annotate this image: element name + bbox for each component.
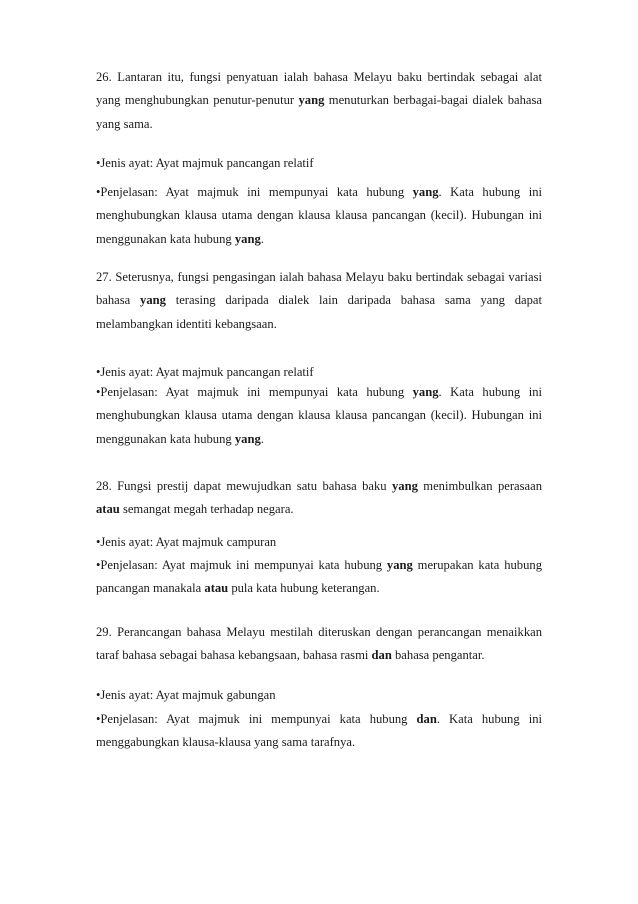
paragraph-28 xyxy=(96,475,542,522)
paragraph-29 xyxy=(96,621,542,668)
penjelasan-text: . Kata hubung ini menghubungkan klausa utama dengan klausa klausa pancangan (kecil). Hubungan ini menggunakan kata hubung xyxy=(96,385,542,446)
paragraph-text: 27. Seterusnya, fungsi pengasingan ialah bahasa Melayu baku bertindak sebagai variasi bahasa xyxy=(96,270,542,308)
penjelasan-text: •Penjelasan: Ayat majmuk ini mempunyai kata hubung xyxy=(96,558,387,572)
jenis-ayat-text: •Jenis ayat: Ayat majmuk campuran xyxy=(96,535,277,549)
bold-keyword: dan xyxy=(416,712,437,726)
bold-keyword: yang xyxy=(234,231,261,246)
penjelasan-29 xyxy=(96,708,542,755)
bold-keyword: atau xyxy=(96,502,120,517)
jenis-ayat-text: •Jenis ayat: Ayat majmuk pancangan relatif xyxy=(96,365,314,379)
bold-keyword: yang xyxy=(140,293,166,308)
penjelasan-28 xyxy=(96,554,542,601)
paragraph-text: bahasa pengantar. xyxy=(391,648,485,663)
penjelasan-text: •Penjelasan: Ayat majmuk ini mempunyai kata hubung xyxy=(96,185,413,199)
penjelasan-26 xyxy=(96,181,542,251)
penjelasan-text: . xyxy=(260,431,264,446)
paragraph-26 xyxy=(96,66,542,136)
penjelasan-text: . Kata hubung ini menggabungkan klausa-klausa yang sama tarafnya. xyxy=(96,712,542,750)
paragraph-27 xyxy=(96,266,542,336)
penjelasan-text: •Penjelasan: Ayat majmuk ini mempunyai kata hubung xyxy=(96,385,413,399)
penjelasan-text: pula kata hubung keterangan. xyxy=(228,581,380,596)
jenis-ayat-text: •Jenis ayat: Ayat majmuk gabungan xyxy=(96,688,276,702)
jenis-ayat-text: •Jenis ayat: Ayat majmuk pancangan relatif xyxy=(96,156,314,170)
paragraph-text: 29. Perancangan bahasa Melayu mestilah diteruskan dengan perancangan menaikkan taraf bahasa sebagai bahasa kebangsaan, bahasa rasmi xyxy=(96,625,542,663)
bold-keyword: yang xyxy=(386,558,413,572)
bold-keyword: yang xyxy=(412,185,439,199)
penjelasan-text: •Penjelasan: Ayat majmuk ini mempunyai kata hubung xyxy=(96,712,417,726)
bold-keyword: yang xyxy=(412,385,439,399)
jenis-ayat-29 xyxy=(96,684,542,707)
bold-keyword: dan xyxy=(371,648,392,663)
penjelasan-text: merupakan kata hubung pancangan manakala xyxy=(96,558,542,596)
paragraph-text: 26. Lantaran itu, fungsi penyatuan ialah bahasa Melayu baku bertindak sebagai alat yang menghubungkan penutur-penutur xyxy=(96,70,542,108)
paragraph-text: 28. Fungsi prestij dapat mewujudkan satu bahasa baku xyxy=(96,479,392,493)
paragraph-text: terasing daripada dialek lain daripada bahasa sama yang dapat melambangkan identiti kebangsaan. xyxy=(96,293,542,331)
penjelasan-text: . xyxy=(260,231,264,246)
penjelasan-text: . Kata hubung ini menghubungkan klausa utama dengan klausa klausa pancangan (kecil). Hubungan ini menggunakan kata hubung xyxy=(96,185,542,246)
jenis-ayat-26 xyxy=(96,152,542,175)
paragraph-text: semangat megah terhadap negara. xyxy=(119,502,294,517)
paragraph-text: menimbulkan perasaan xyxy=(417,479,542,493)
bold-keyword: yang xyxy=(392,479,418,493)
bold-keyword: yang xyxy=(298,93,325,108)
jenis-ayat-28 xyxy=(96,531,542,554)
bold-keyword: atau xyxy=(204,581,229,596)
paragraph-text: menuturkan berbagai-bagai dialek bahasa yang sama. xyxy=(96,93,542,131)
bold-keyword: yang xyxy=(234,431,261,446)
penjelasan-27 xyxy=(96,381,542,451)
